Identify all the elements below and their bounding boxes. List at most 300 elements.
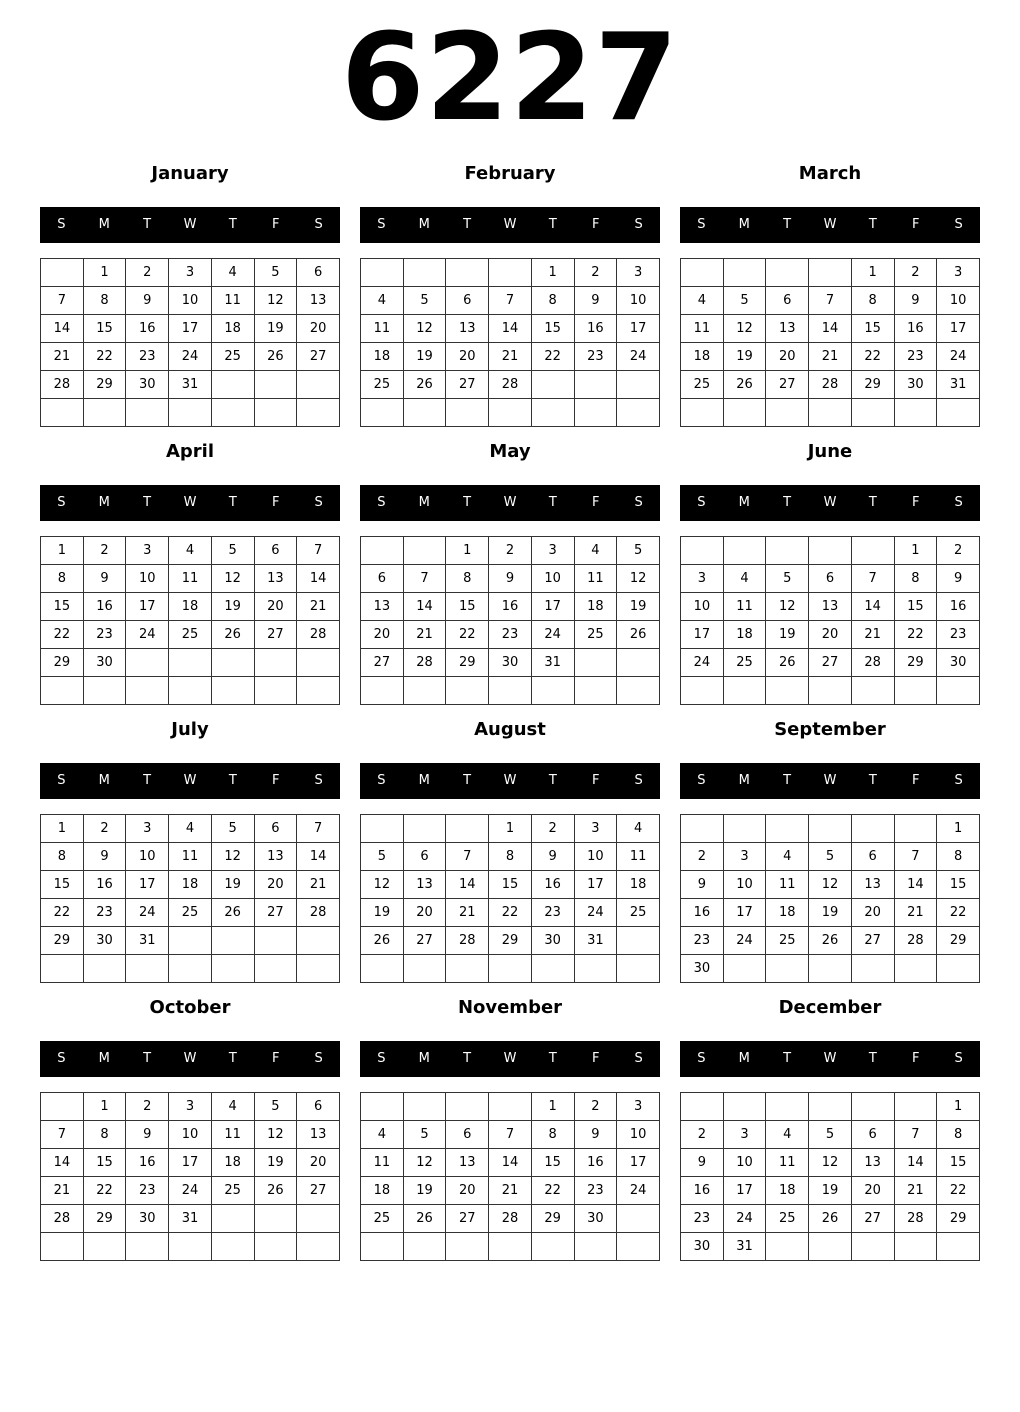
empty-day-cell bbox=[361, 537, 404, 565]
weekday-label: W bbox=[503, 1051, 517, 1066]
week-row bbox=[361, 1093, 660, 1121]
empty-day-cell bbox=[169, 1233, 212, 1261]
day-cell: 8 bbox=[894, 565, 937, 593]
weekday-header bbox=[680, 763, 980, 799]
empty-day-cell bbox=[894, 399, 937, 427]
week-row bbox=[41, 843, 340, 871]
weekday-label: F bbox=[911, 773, 920, 788]
weekday-header bbox=[40, 207, 340, 243]
day-cell: 7 bbox=[489, 1121, 532, 1149]
empty-day-cell bbox=[766, 955, 809, 983]
day-cell: 23 bbox=[489, 621, 532, 649]
day-cell: 7 bbox=[809, 287, 852, 315]
week-row bbox=[681, 315, 980, 343]
day-cell: 3 bbox=[681, 565, 724, 593]
week-row bbox=[41, 815, 340, 843]
day-cell: 18 bbox=[169, 871, 212, 899]
day-cell: 25 bbox=[361, 1205, 404, 1233]
empty-day-cell bbox=[297, 955, 340, 983]
day-cell: 5 bbox=[211, 815, 254, 843]
day-cell: 15 bbox=[83, 315, 126, 343]
month-name: April bbox=[165, 441, 215, 462]
day-cell: 16 bbox=[531, 871, 574, 899]
empty-day-cell bbox=[446, 1093, 489, 1121]
week-row bbox=[361, 399, 660, 427]
day-cell: 18 bbox=[723, 621, 766, 649]
week-row bbox=[681, 565, 980, 593]
empty-day-cell bbox=[766, 537, 809, 565]
day-cell: 9 bbox=[489, 565, 532, 593]
empty-day-cell bbox=[723, 399, 766, 427]
weekday-label: F bbox=[591, 217, 600, 232]
day-cell: 17 bbox=[169, 315, 212, 343]
day-cell: 3 bbox=[937, 259, 980, 287]
day-cell: 30 bbox=[83, 927, 126, 955]
day-cell: 7 bbox=[851, 565, 894, 593]
weekday-label: W bbox=[503, 217, 517, 232]
week-row bbox=[41, 927, 340, 955]
empty-day-cell bbox=[403, 399, 446, 427]
empty-day-cell bbox=[126, 649, 169, 677]
day-cell: 17 bbox=[126, 871, 169, 899]
empty-day-cell bbox=[361, 815, 404, 843]
empty-day-cell bbox=[809, 399, 852, 427]
empty-day-cell bbox=[531, 955, 574, 983]
day-cell: 4 bbox=[617, 815, 660, 843]
day-cell: 25 bbox=[211, 1177, 254, 1205]
week-row bbox=[681, 1093, 980, 1121]
empty-day-cell bbox=[254, 399, 297, 427]
empty-day-cell bbox=[254, 371, 297, 399]
day-cell: 17 bbox=[169, 1149, 212, 1177]
day-cell: 15 bbox=[937, 871, 980, 899]
month-may bbox=[360, 437, 660, 707]
empty-day-cell bbox=[297, 371, 340, 399]
weekday-label: T bbox=[548, 495, 557, 510]
weekday-label: F bbox=[911, 217, 920, 232]
day-cell: 10 bbox=[617, 1121, 660, 1149]
weekday-header bbox=[360, 485, 660, 521]
week-row bbox=[41, 371, 340, 399]
empty-day-cell bbox=[766, 677, 809, 705]
empty-day-cell bbox=[937, 677, 980, 705]
day-cell: 8 bbox=[531, 287, 574, 315]
empty-day-cell bbox=[894, 955, 937, 983]
week-row bbox=[681, 871, 980, 899]
week-row bbox=[361, 593, 660, 621]
day-cell: 26 bbox=[254, 343, 297, 371]
empty-day-cell bbox=[723, 677, 766, 705]
day-cell: 29 bbox=[41, 927, 84, 955]
week-row bbox=[41, 1233, 340, 1261]
weekday-label: W bbox=[823, 1051, 837, 1066]
week-row bbox=[41, 565, 340, 593]
day-cell: 9 bbox=[681, 1149, 724, 1177]
weekday-label: W bbox=[183, 217, 197, 232]
day-cell: 20 bbox=[851, 899, 894, 927]
day-cell: 12 bbox=[617, 565, 660, 593]
day-cell: 8 bbox=[446, 565, 489, 593]
weekday-header bbox=[360, 763, 660, 799]
weekday-label: M bbox=[738, 1051, 750, 1066]
day-cell: 30 bbox=[894, 371, 937, 399]
day-cell: 21 bbox=[41, 343, 84, 371]
empty-day-cell bbox=[851, 955, 894, 983]
day-cell: 29 bbox=[83, 1205, 126, 1233]
day-cell: 28 bbox=[809, 371, 852, 399]
day-cell: 17 bbox=[531, 593, 574, 621]
day-cell: 23 bbox=[574, 343, 617, 371]
day-grid bbox=[360, 814, 660, 983]
day-cell: 13 bbox=[446, 315, 489, 343]
week-row bbox=[681, 593, 980, 621]
day-cell: 31 bbox=[574, 927, 617, 955]
empty-day-cell bbox=[894, 677, 937, 705]
weekday-label: S bbox=[314, 217, 323, 232]
day-cell: 13 bbox=[446, 1149, 489, 1177]
empty-day-cell bbox=[126, 1233, 169, 1261]
day-cell: 29 bbox=[937, 927, 980, 955]
empty-day-cell bbox=[446, 259, 489, 287]
day-grid bbox=[360, 1092, 660, 1261]
day-cell: 14 bbox=[489, 1149, 532, 1177]
weekday-label: M bbox=[98, 495, 110, 510]
day-cell: 3 bbox=[723, 1121, 766, 1149]
day-cell: 28 bbox=[41, 371, 84, 399]
empty-day-cell bbox=[574, 677, 617, 705]
empty-day-cell bbox=[211, 371, 254, 399]
day-cell: 31 bbox=[937, 371, 980, 399]
day-cell: 18 bbox=[766, 1177, 809, 1205]
day-cell: 2 bbox=[894, 259, 937, 287]
day-cell: 27 bbox=[851, 927, 894, 955]
week-row bbox=[41, 315, 340, 343]
day-cell: 15 bbox=[489, 871, 532, 899]
day-cell: 15 bbox=[41, 871, 84, 899]
day-cell: 1 bbox=[937, 1093, 980, 1121]
empty-day-cell bbox=[211, 399, 254, 427]
week-row bbox=[681, 899, 980, 927]
empty-day-cell bbox=[617, 649, 660, 677]
day-cell: 8 bbox=[851, 287, 894, 315]
week-row bbox=[361, 649, 660, 677]
weekday-label: S bbox=[634, 217, 643, 232]
weekday-label: W bbox=[183, 773, 197, 788]
day-cell: 11 bbox=[211, 287, 254, 315]
day-cell: 6 bbox=[809, 565, 852, 593]
weekday-label: T bbox=[868, 1051, 877, 1066]
day-cell: 31 bbox=[169, 371, 212, 399]
day-cell: 25 bbox=[723, 649, 766, 677]
day-cell: 15 bbox=[83, 1149, 126, 1177]
empty-day-cell bbox=[681, 815, 724, 843]
day-cell: 28 bbox=[446, 927, 489, 955]
day-cell: 22 bbox=[41, 621, 84, 649]
day-cell: 11 bbox=[211, 1121, 254, 1149]
weekday-label: S bbox=[377, 773, 386, 788]
empty-day-cell bbox=[809, 1093, 852, 1121]
empty-day-cell bbox=[297, 1233, 340, 1261]
weekday-label: S bbox=[314, 1051, 323, 1066]
empty-day-cell bbox=[617, 927, 660, 955]
day-cell: 5 bbox=[809, 843, 852, 871]
day-cell: 30 bbox=[83, 649, 126, 677]
empty-day-cell bbox=[723, 955, 766, 983]
week-row bbox=[41, 1093, 340, 1121]
weekday-label: T bbox=[463, 1051, 472, 1066]
week-row bbox=[681, 1205, 980, 1233]
day-cell: 8 bbox=[937, 843, 980, 871]
day-cell: 30 bbox=[531, 927, 574, 955]
empty-day-cell bbox=[681, 1093, 724, 1121]
week-row bbox=[41, 259, 340, 287]
empty-day-cell bbox=[851, 399, 894, 427]
week-row bbox=[361, 1205, 660, 1233]
day-cell: 4 bbox=[766, 1121, 809, 1149]
day-cell: 19 bbox=[809, 1177, 852, 1205]
day-cell: 24 bbox=[617, 1177, 660, 1205]
day-cell: 1 bbox=[489, 815, 532, 843]
week-row bbox=[681, 649, 980, 677]
day-cell: 1 bbox=[937, 815, 980, 843]
day-cell: 3 bbox=[531, 537, 574, 565]
day-cell: 30 bbox=[126, 371, 169, 399]
day-cell: 17 bbox=[617, 1149, 660, 1177]
weekday-label: T bbox=[463, 773, 472, 788]
weekday-label: T bbox=[868, 773, 877, 788]
day-cell: 6 bbox=[297, 1093, 340, 1121]
day-cell: 7 bbox=[894, 843, 937, 871]
day-cell: 6 bbox=[446, 1121, 489, 1149]
day-cell: 27 bbox=[254, 899, 297, 927]
day-cell: 1 bbox=[41, 815, 84, 843]
day-cell: 4 bbox=[169, 815, 212, 843]
week-row bbox=[681, 259, 980, 287]
empty-day-cell bbox=[254, 1205, 297, 1233]
empty-day-cell bbox=[894, 1093, 937, 1121]
day-cell: 12 bbox=[403, 315, 446, 343]
empty-day-cell bbox=[489, 955, 532, 983]
week-row bbox=[361, 899, 660, 927]
day-cell: 4 bbox=[361, 1121, 404, 1149]
day-cell: 19 bbox=[617, 593, 660, 621]
month-september bbox=[680, 715, 980, 985]
day-cell: 10 bbox=[531, 565, 574, 593]
day-cell: 16 bbox=[894, 315, 937, 343]
weekday-label: F bbox=[591, 1051, 600, 1066]
weekday-label: S bbox=[697, 495, 706, 510]
weekday-label: M bbox=[98, 773, 110, 788]
empty-day-cell bbox=[403, 1093, 446, 1121]
weekday-label: S bbox=[634, 773, 643, 788]
day-cell: 31 bbox=[531, 649, 574, 677]
weekday-label: M bbox=[418, 1051, 430, 1066]
weekday-header bbox=[40, 763, 340, 799]
day-cell: 19 bbox=[809, 899, 852, 927]
day-cell: 22 bbox=[446, 621, 489, 649]
weekday-label: M bbox=[418, 773, 430, 788]
empty-day-cell bbox=[851, 1233, 894, 1261]
day-cell: 14 bbox=[297, 565, 340, 593]
day-cell: 24 bbox=[574, 899, 617, 927]
day-cell: 13 bbox=[809, 593, 852, 621]
day-cell: 12 bbox=[254, 287, 297, 315]
day-cell: 10 bbox=[574, 843, 617, 871]
day-cell: 20 bbox=[809, 621, 852, 649]
empty-day-cell bbox=[617, 677, 660, 705]
empty-day-cell bbox=[617, 399, 660, 427]
day-cell: 21 bbox=[894, 1177, 937, 1205]
week-row bbox=[361, 871, 660, 899]
day-cell: 22 bbox=[83, 343, 126, 371]
weekday-label: S bbox=[954, 1051, 963, 1066]
month-name: June bbox=[807, 441, 853, 462]
day-cell: 19 bbox=[211, 871, 254, 899]
day-cell: 4 bbox=[723, 565, 766, 593]
weekday-label: F bbox=[271, 217, 280, 232]
day-cell: 13 bbox=[361, 593, 404, 621]
month-name: July bbox=[171, 719, 209, 740]
month-name: November bbox=[457, 997, 563, 1018]
day-cell: 31 bbox=[126, 927, 169, 955]
day-cell: 8 bbox=[83, 1121, 126, 1149]
weekday-label: T bbox=[783, 217, 792, 232]
weekday-label: T bbox=[143, 1051, 152, 1066]
day-cell: 20 bbox=[254, 593, 297, 621]
weekday-label: S bbox=[57, 495, 66, 510]
empty-day-cell bbox=[531, 399, 574, 427]
week-row bbox=[681, 843, 980, 871]
empty-day-cell bbox=[83, 677, 126, 705]
weekday-label: S bbox=[57, 773, 66, 788]
empty-day-cell bbox=[531, 371, 574, 399]
weekday-header bbox=[40, 1041, 340, 1077]
day-cell: 5 bbox=[617, 537, 660, 565]
day-cell: 16 bbox=[574, 1149, 617, 1177]
day-cell: 26 bbox=[809, 927, 852, 955]
day-cell: 10 bbox=[169, 287, 212, 315]
month-name: February bbox=[464, 163, 556, 184]
day-cell: 21 bbox=[446, 899, 489, 927]
empty-day-cell bbox=[851, 537, 894, 565]
weekday-label: F bbox=[271, 773, 280, 788]
empty-day-cell bbox=[446, 677, 489, 705]
empty-day-cell bbox=[574, 649, 617, 677]
day-cell: 25 bbox=[169, 621, 212, 649]
empty-day-cell bbox=[809, 955, 852, 983]
weekday-label: S bbox=[377, 217, 386, 232]
empty-day-cell bbox=[403, 537, 446, 565]
week-row bbox=[361, 315, 660, 343]
empty-day-cell bbox=[297, 1205, 340, 1233]
day-cell: 30 bbox=[489, 649, 532, 677]
day-cell: 15 bbox=[531, 315, 574, 343]
day-cell: 18 bbox=[211, 315, 254, 343]
day-cell: 26 bbox=[403, 1205, 446, 1233]
day-cell: 13 bbox=[254, 843, 297, 871]
day-cell: 12 bbox=[809, 871, 852, 899]
day-cell: 14 bbox=[41, 1149, 84, 1177]
day-cell: 14 bbox=[809, 315, 852, 343]
day-cell: 9 bbox=[681, 871, 724, 899]
day-cell: 2 bbox=[681, 1121, 724, 1149]
day-cell: 20 bbox=[297, 315, 340, 343]
day-cell: 24 bbox=[681, 649, 724, 677]
empty-day-cell bbox=[809, 815, 852, 843]
empty-day-cell bbox=[211, 1205, 254, 1233]
day-cell: 29 bbox=[83, 371, 126, 399]
day-cell: 25 bbox=[766, 1205, 809, 1233]
empty-day-cell bbox=[937, 955, 980, 983]
weekday-label: S bbox=[697, 217, 706, 232]
day-cell: 6 bbox=[851, 1121, 894, 1149]
day-cell: 2 bbox=[574, 1093, 617, 1121]
day-cell: 3 bbox=[126, 537, 169, 565]
weekday-label: T bbox=[228, 1051, 237, 1066]
week-row bbox=[361, 343, 660, 371]
empty-day-cell bbox=[937, 1233, 980, 1261]
day-cell: 30 bbox=[681, 955, 724, 983]
day-cell: 6 bbox=[361, 565, 404, 593]
day-cell: 5 bbox=[766, 565, 809, 593]
day-cell: 24 bbox=[937, 343, 980, 371]
day-grid bbox=[360, 536, 660, 705]
day-cell: 25 bbox=[617, 899, 660, 927]
day-grid bbox=[680, 814, 980, 983]
empty-day-cell bbox=[361, 259, 404, 287]
day-cell: 27 bbox=[361, 649, 404, 677]
week-row bbox=[681, 287, 980, 315]
day-cell: 1 bbox=[531, 259, 574, 287]
day-cell: 26 bbox=[361, 927, 404, 955]
empty-day-cell bbox=[809, 677, 852, 705]
day-cell: 13 bbox=[297, 1121, 340, 1149]
empty-day-cell bbox=[574, 955, 617, 983]
day-cell: 21 bbox=[894, 899, 937, 927]
day-cell: 22 bbox=[489, 899, 532, 927]
day-cell: 20 bbox=[446, 343, 489, 371]
day-grid bbox=[40, 258, 340, 427]
weekday-label: W bbox=[183, 1051, 197, 1066]
day-cell: 4 bbox=[211, 1093, 254, 1121]
day-cell: 28 bbox=[297, 899, 340, 927]
day-cell: 21 bbox=[297, 593, 340, 621]
day-cell: 19 bbox=[403, 343, 446, 371]
empty-day-cell bbox=[403, 259, 446, 287]
day-cell: 17 bbox=[574, 871, 617, 899]
empty-day-cell bbox=[169, 927, 212, 955]
empty-day-cell bbox=[169, 955, 212, 983]
empty-day-cell bbox=[617, 371, 660, 399]
empty-day-cell bbox=[489, 259, 532, 287]
day-cell: 7 bbox=[403, 565, 446, 593]
weekday-header bbox=[360, 1041, 660, 1077]
weekday-label: S bbox=[57, 217, 66, 232]
weekday-label: W bbox=[823, 495, 837, 510]
week-row bbox=[361, 287, 660, 315]
day-cell: 1 bbox=[83, 259, 126, 287]
empty-day-cell bbox=[766, 259, 809, 287]
empty-day-cell bbox=[254, 955, 297, 983]
empty-day-cell bbox=[211, 955, 254, 983]
empty-day-cell bbox=[41, 955, 84, 983]
day-cell: 12 bbox=[723, 315, 766, 343]
weekday-label: M bbox=[738, 773, 750, 788]
day-cell: 15 bbox=[937, 1149, 980, 1177]
empty-day-cell bbox=[766, 1233, 809, 1261]
week-row bbox=[361, 1177, 660, 1205]
day-cell: 27 bbox=[297, 343, 340, 371]
